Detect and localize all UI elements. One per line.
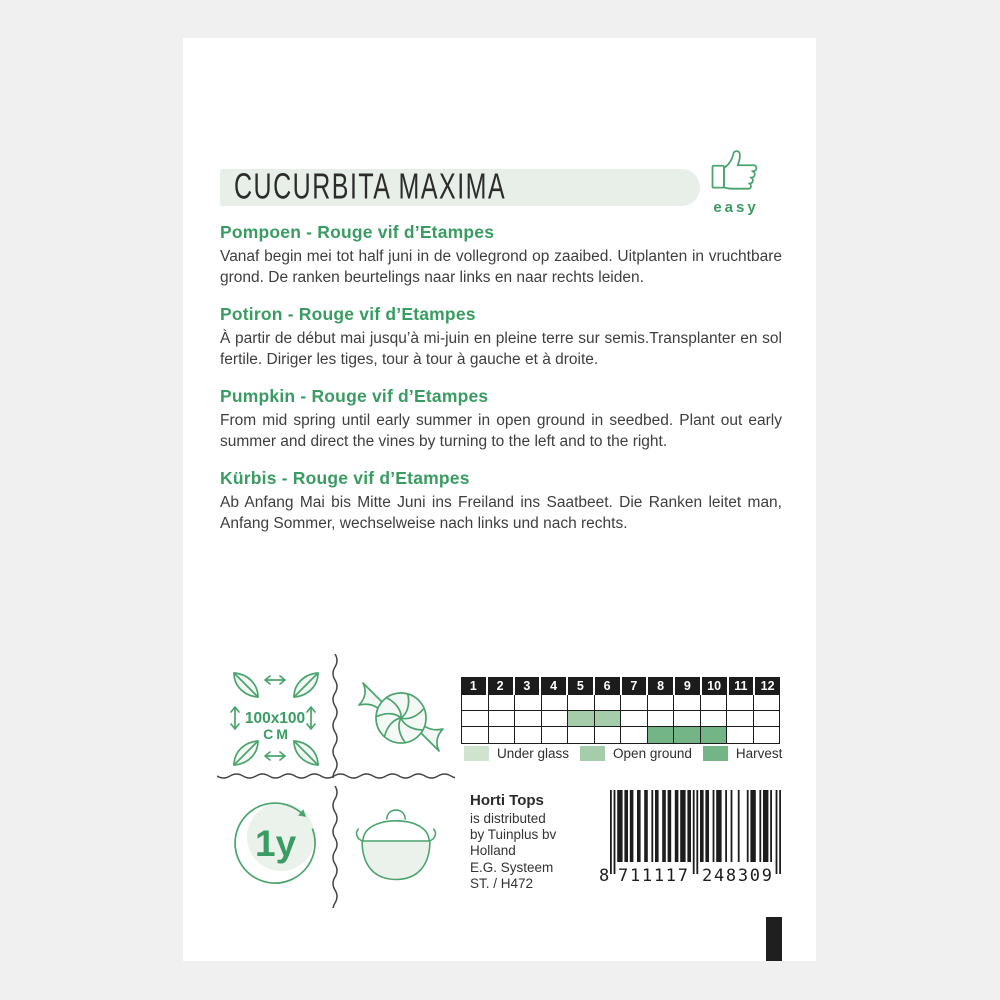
barcode-digits: 248309 — [702, 866, 772, 885]
vertical-arrow-icon — [307, 707, 315, 729]
legend-label: Open ground — [613, 746, 692, 761]
legend-item — [464, 746, 569, 761]
legend-label: Harvest — [735, 746, 783, 761]
calendar-month-header: 7 — [622, 677, 647, 695]
calendar-cell — [701, 695, 728, 711]
variety-heading-en: Pumpkin - Rouge vif d’Etampes — [220, 386, 489, 406]
distributor-line: Holland — [470, 843, 516, 859]
calendar-month-header: 2 — [488, 677, 513, 695]
difficulty-label: easy — [713, 199, 759, 216]
divider-wave-horizontal — [217, 772, 455, 782]
section-german — [220, 468, 782, 535]
description-nl: Vanaf begin mei tot half juni in de vollegrond op zaaibed. Uitplanten in vruchtbare grond. De ranken beurtelings naar links en naar rechts leiden. — [220, 248, 782, 287]
horizontal-arrow-icon — [265, 752, 285, 760]
calendar-cell — [515, 711, 542, 727]
calendar-month-header-row — [461, 677, 780, 695]
calendar-month-header: 12 — [755, 677, 780, 695]
calendar-month-header: 5 — [568, 677, 593, 695]
pumpkin-candy-icon — [348, 664, 452, 768]
legend-item — [580, 746, 692, 761]
calendar-cell — [462, 695, 489, 711]
barcode-digits: 711117 — [618, 866, 688, 885]
calendar-cell — [515, 695, 542, 711]
divider-wave-vertical — [331, 654, 341, 778]
barcode — [597, 788, 783, 885]
sowing-calendar — [461, 677, 780, 744]
calendar-cell — [489, 727, 516, 743]
cooking-pot-icon — [350, 797, 442, 885]
distributor-line: E.G. Systeem — [470, 859, 554, 875]
spacing-value: 100x100 — [244, 710, 306, 727]
calendar-cell — [489, 695, 516, 711]
thumbs-up-icon — [708, 148, 764, 196]
calendar-cell — [701, 711, 728, 727]
calendar-cell — [674, 711, 701, 727]
legend-label: Under glass — [497, 746, 570, 761]
calendar-cell — [595, 711, 622, 727]
legend-swatch — [464, 746, 489, 761]
plant-spacing-icon — [223, 666, 327, 772]
calendar-month-header: 6 — [595, 677, 620, 695]
section-dutch — [220, 222, 782, 289]
distributor-line: by Tuinplus bv — [470, 827, 557, 843]
calendar-cell — [568, 711, 595, 727]
spacing-unit: CM — [263, 726, 291, 742]
calendar-cell — [568, 727, 595, 743]
calendar-body — [461, 695, 780, 744]
calendar-cell — [595, 695, 622, 711]
distributor-line: ST. / H472 — [470, 875, 534, 891]
difficulty-badge — [707, 148, 765, 216]
calendar-cell — [754, 711, 780, 727]
calendar-cell — [727, 711, 754, 727]
calendar-row-open-ground — [462, 711, 779, 727]
calendar-cell — [648, 727, 675, 743]
calendar-month-header: 10 — [702, 677, 727, 695]
calendar-cell — [568, 695, 595, 711]
calendar-row-under-glass — [462, 695, 779, 711]
cycle-label: 1y — [255, 823, 297, 864]
calendar-cell — [727, 695, 754, 711]
calendar-cell — [542, 727, 569, 743]
vertical-arrow-icon — [231, 707, 239, 729]
calendar-month-header: 1 — [461, 677, 486, 695]
calendar-cell — [542, 695, 569, 711]
calendar-month-header: 8 — [648, 677, 673, 695]
one-year-cycle-icon — [227, 795, 323, 891]
print-registration-mark — [766, 917, 782, 961]
calendar-cell — [515, 727, 542, 743]
calendar-legend — [464, 746, 783, 761]
calendar-cell — [674, 727, 701, 743]
horizontal-arrow-icon — [265, 676, 285, 684]
species-title-band — [220, 166, 700, 208]
species-title: CUCURBITA MAXIMA — [234, 166, 507, 208]
calendar-cell — [621, 711, 648, 727]
distributor-info — [470, 792, 556, 892]
description-en: From mid spring until early summer in open ground in seedbed. Plant out early summer and direct the vines by turning to the left and to the right. — [220, 412, 782, 451]
calendar-month-header: 3 — [515, 677, 540, 695]
calendar-cell — [621, 727, 648, 743]
calendar-cell — [648, 695, 675, 711]
legend-swatch — [703, 746, 728, 761]
calendar-month-header: 9 — [675, 677, 700, 695]
barcode-digits: 8 — [599, 866, 610, 885]
variety-heading-nl: Pompoen - Rouge vif d’Etampes — [220, 222, 495, 242]
description-de: Ab Anfang Mai bis Mitte Juni ins Freiland ins Saatbeet. Die Ranken leitet man, Anfang Sommer, wechselweise nach links und nach rechts. — [220, 494, 782, 533]
calendar-cell — [754, 727, 780, 743]
calendar-cell — [542, 711, 569, 727]
calendar-cell — [701, 727, 728, 743]
distributor-name: Horti Tops — [470, 792, 544, 809]
section-french — [220, 304, 782, 371]
calendar-month-header: 11 — [729, 677, 754, 695]
calendar-cell — [621, 695, 648, 711]
seed-packet-back-label — [183, 38, 816, 961]
variety-heading-fr: Potiron - Rouge vif d’Etampes — [220, 304, 476, 324]
calendar-cell — [462, 711, 489, 727]
legend-item — [703, 746, 783, 761]
calendar-row-harvest — [462, 727, 779, 743]
calendar-cell — [462, 727, 489, 743]
legend-swatch — [580, 746, 605, 761]
calendar-cell — [727, 727, 754, 743]
variety-heading-de: Kürbis - Rouge vif d’Etampes — [220, 468, 470, 488]
description-fr: À partir de début mai jusqu’à mi-juin en pleine terre sur semis.Transplanter en sol fertile. Diriger les tiges, tour à tour à gauche et à droite. — [220, 330, 782, 369]
calendar-cell — [489, 711, 516, 727]
calendar-cell — [674, 695, 701, 711]
calendar-cell — [595, 727, 622, 743]
section-english — [220, 386, 782, 453]
calendar-cell — [648, 711, 675, 727]
calendar-cell — [754, 695, 780, 711]
calendar-month-header: 4 — [541, 677, 566, 695]
distributor-line: is distributed — [470, 811, 546, 826]
divider-wave-vertical — [331, 786, 341, 908]
